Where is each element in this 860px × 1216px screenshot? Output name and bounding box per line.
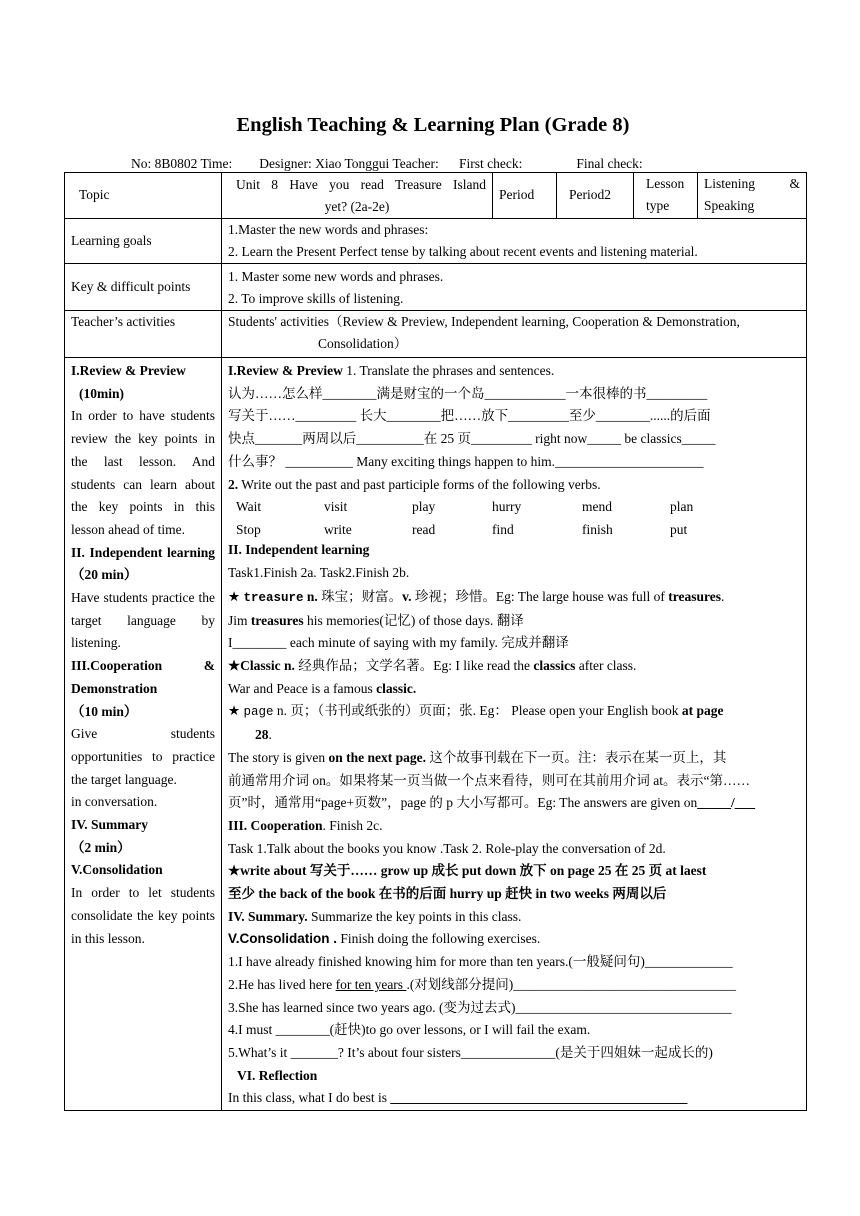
verb-item: find xyxy=(492,521,514,537)
goals-content: 1.Master the new words and phrases: 2. Learn the Present Perfect tense by talking about recent events and listening material. xyxy=(222,219,807,264)
verb-item: finish xyxy=(582,521,613,537)
classic-example: War and Peace is a famous classic. xyxy=(228,680,417,696)
verb-item: Stop xyxy=(236,521,261,537)
treasure-line: ★ treasure n. 珠宝；财富。v. 珍视；珍惜。Eg: The large house was full of treasures. xyxy=(228,588,725,605)
page-title: English Teaching & Learning Plan (Grade 8) xyxy=(236,114,630,136)
s1-time: (10min) xyxy=(79,385,124,401)
s4-time: （2 min） xyxy=(71,839,131,855)
phrases-line-2: 至少 the back of the book 在书的后面 hurry up 赶快 in two weeks 两周以后 xyxy=(228,886,667,902)
translate-line-2: 写关于……_________ 长大________把……放下_________至少________......的后面 xyxy=(228,408,711,424)
meta-line: No: 8B0802 Time: Designer: Xiao Tonggui Teacher: First check: Final check: xyxy=(131,156,643,171)
key-points-row xyxy=(65,264,807,311)
reflection-line: In this class, what I do best is ____________________________________________ xyxy=(228,1090,688,1106)
period-label: Period xyxy=(493,173,557,219)
cooperation-tasks: Task 1.Talk about the books you know .Task 2. Role-play the conversation of 2d. xyxy=(228,840,666,856)
page-note-3: 页”时，通常用“page+页数”，page 的 p 大小写都可。Eg: The answers are given on_____/___ xyxy=(228,795,756,811)
lesson-type-value: Listening & Speaking xyxy=(698,173,807,219)
exercise-5: 5.What’s it _______? It’s about four sisters______________(是关于四姐妹一起成长的) xyxy=(228,1044,713,1060)
s5-title: V.Consolidation xyxy=(71,862,163,878)
page-note-2: 前通常用介词 on。如果将某一页当做一个点来看待，则可在其前用介词 at。表示“第…… xyxy=(228,772,750,788)
tasks-line: Task1.Finish 2a. Task2.Finish 2b. xyxy=(228,564,410,580)
page-note-1: The story is given on the next page. 这个故事刊载在下一页。注：表示在某一页上，其 xyxy=(228,749,727,765)
topic-row xyxy=(65,173,807,219)
period-value: Period2 xyxy=(557,173,634,219)
independent-heading: II. Independent learning xyxy=(228,541,370,557)
s4-title: IV. Summary xyxy=(71,817,149,833)
treasure-example: Jim treasures his memories(记忆) of those days. 翻译 xyxy=(228,612,524,628)
phrases-line-1: ★write about 写关于…… grow up 成长 put down 放下 on page 25 在 25 页 at laest xyxy=(228,863,707,879)
review-heading: I.Review & Preview 1. Translate the phrases and sentences. xyxy=(228,363,555,378)
s3-time: （10 min） xyxy=(71,703,138,719)
key-points-content: 1. Master some new words and phrases. 2. To improve skills of listening. xyxy=(222,264,807,311)
verbs-row-2 xyxy=(228,519,800,540)
verbs-instruction: 2. Write out the past and past participle forms of the following verbs. xyxy=(228,476,601,492)
topic-value: Unit 8 Have you read Treasure Island yet? (2a-2e) xyxy=(222,173,493,219)
s1-text: In order to have students review the key points in the last lesson. And students can learn about the key points in this lesson ahead of time. xyxy=(71,408,215,537)
reflection-heading: VI. Reflection xyxy=(237,1067,318,1083)
verb-item: put xyxy=(670,521,688,537)
summary-line: IV. Summary. Summarize the key points in this class. xyxy=(228,908,522,924)
key-points-label: Key & difficult points xyxy=(65,264,222,311)
page-line-cont: 28. xyxy=(255,727,272,743)
exercise-1: 1.I have already finished knowing him for more than ten years.(一般疑问句)_____________ xyxy=(228,954,733,970)
exercise-4: 4.I must ________(赶快)to go over lessons, or I will fail the exam. xyxy=(228,1022,591,1038)
verb-item: mend xyxy=(582,499,612,515)
teacher-activities-label: Teacher’s activities xyxy=(65,311,222,358)
verb-item: visit xyxy=(324,499,348,515)
s5-text: In order to let students consolidate the key points in this lesson. xyxy=(71,885,215,946)
verbs-row-1 xyxy=(228,496,800,519)
treasure-exercise: I________ each minute of saying with my family. 完成并翻译 xyxy=(228,635,569,651)
s3-text: Give students opportunities to practice the target language. xyxy=(71,726,215,787)
lesson-type-label: Lesson type xyxy=(634,173,698,219)
translate-line-1: 认为……怎么样________满是财宝的一个岛____________一本很棒的书_________ xyxy=(228,385,708,401)
verb-item: read xyxy=(412,521,436,537)
topic-label: Topic xyxy=(65,173,222,219)
s1-title: I.Review & Preview xyxy=(71,363,186,378)
goals-row xyxy=(65,219,807,264)
s2-title: II. Independent learning（20 min） xyxy=(71,544,215,583)
main-row xyxy=(65,358,807,1111)
students-column xyxy=(222,358,807,1111)
goals-label: Learning goals xyxy=(65,219,222,264)
classic-line: ★Classic n. 经典作品；文学名著。Eg: I like read the classics after class. xyxy=(228,658,637,674)
translate-line-4: 什么事？ __________ Many exciting things happen to him.______________________ xyxy=(228,453,704,469)
consolidation-heading: V.Consolidation . Finish doing the following exercises. xyxy=(228,931,541,947)
cooperation-heading: III. Cooperation. Finish 2c. xyxy=(228,817,383,833)
verb-item: hurry xyxy=(492,499,522,515)
s3-title: III.Cooperation & Demonstration xyxy=(71,658,215,696)
exercise-3: 3.She has learned since two years ago. (变为过去式)________________________________ xyxy=(228,999,732,1015)
teacher-column xyxy=(65,358,222,1111)
s2-text: Have students practice the target language by listening. xyxy=(71,590,215,651)
translate-line-3: 快点_______两周以后__________在 25 页_________ right now_____ be classics_____ xyxy=(228,431,716,447)
students-activities: Students' activities（Review & Preview, Independent learning, Cooperation & Demonstration, Consolidation） xyxy=(222,311,807,358)
plan-table xyxy=(64,172,807,1111)
activities-row xyxy=(65,311,807,358)
page-line: ★ page n. 页；（书刊或纸张的）页面；张. Eg： Please open your English book at page xyxy=(228,703,724,720)
verb-item: plan xyxy=(670,499,694,515)
verb-item: write xyxy=(324,521,352,537)
verb-item: play xyxy=(412,499,436,515)
verb-item: Wait xyxy=(236,499,262,515)
s3-text2: in conversation. xyxy=(71,794,158,810)
exercise-2: 2.He has lived here for ten years .(对划线部分提问)_________________________________ xyxy=(228,976,737,992)
